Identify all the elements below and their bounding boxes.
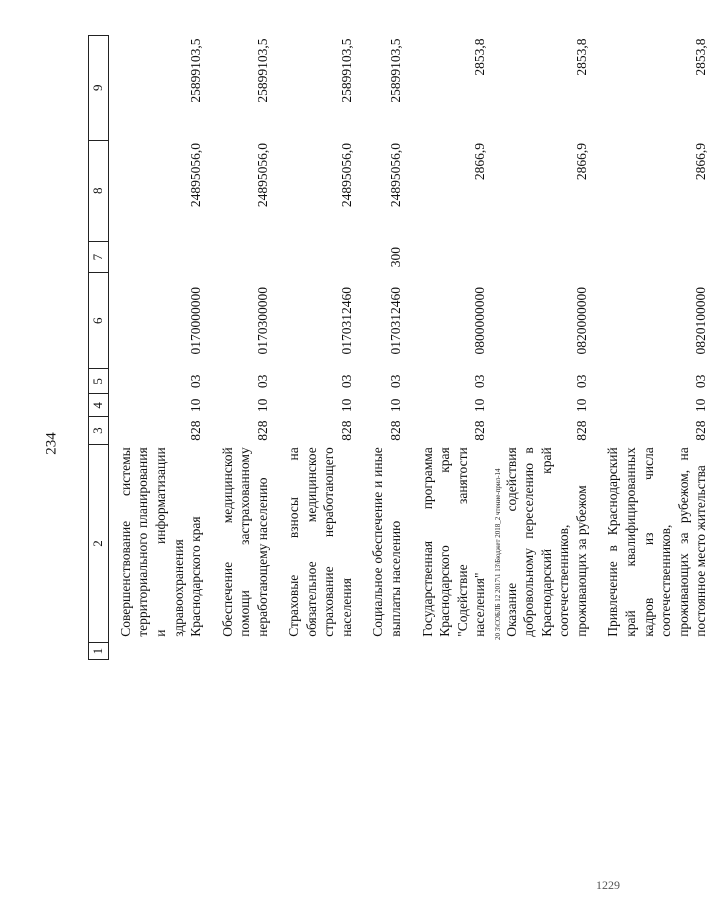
cell-col-2: Страховые взносы на обязательное медицинское страхование неработающего населения — [286, 447, 354, 637]
cell-col-7 — [108, 241, 210, 272]
cell-col-5: 03 — [254, 374, 270, 389]
column-number-row — [89, 36, 109, 660]
table-row — [277, 36, 361, 660]
cell-col-9: 2853,8 — [693, 38, 709, 76]
cell-col-4: 10 — [388, 398, 403, 413]
cell-col-1 — [211, 643, 278, 660]
page-number: 234 — [43, 432, 60, 455]
cell-col-2: Государственная программа Краснодарского края "Содействие занятости населения" — [419, 447, 488, 637]
col-header: 8 — [89, 140, 109, 241]
cell-col-8: 24895056,0 — [388, 143, 403, 208]
cell-col-3: 828 — [388, 420, 403, 441]
cell-col-5: 03 — [573, 374, 589, 389]
cell-col-7 — [495, 241, 597, 272]
cell-col-1 — [361, 643, 410, 660]
cell-col-1 — [108, 643, 210, 660]
cell-col-5: 03 — [693, 374, 709, 389]
table-row — [495, 36, 597, 660]
cell-col-4: 10 — [188, 398, 204, 413]
cell-col-6: 0800000000 — [472, 287, 488, 355]
cell-col-9: 25899103,5 — [388, 38, 403, 103]
table-row — [596, 36, 715, 660]
cell-col-1 — [596, 643, 715, 660]
col-header: 3 — [89, 417, 109, 444]
cell-col-4: 10 — [693, 398, 709, 413]
rotated-table-container — [88, 35, 709, 660]
table-row — [108, 36, 210, 660]
cell-col-9: 25899103,5 — [254, 38, 270, 103]
cell-col-2: Обеспечение медицинской помощи застрахованному неработающему населению — [219, 447, 270, 637]
cell-col-9: 25899103,5 — [188, 38, 204, 103]
cell-col-8: 2866,9 — [472, 143, 488, 181]
cell-col-6: 0820100000 — [693, 287, 709, 355]
col-header: 6 — [89, 273, 109, 369]
cell-col-6: 0170000000 — [188, 287, 204, 355]
col-header: 9 — [89, 36, 109, 141]
cell-col-2: Совершенствование системы территориального планирования и информатизации здравоохранения Краснодарского края — [117, 447, 204, 637]
cell-col-1 — [411, 643, 495, 660]
cell-col-8: 24895056,0 — [188, 143, 204, 208]
cell-col-3: 828 — [472, 420, 488, 441]
col-header: 5 — [89, 369, 109, 394]
cell-col-6: 0170312460 — [338, 287, 354, 355]
col-header: 7 — [89, 241, 109, 272]
col-header: 4 — [89, 394, 109, 417]
cell-col-6: 0170312460 — [388, 287, 403, 355]
cell-col-8: 2866,9 — [693, 143, 709, 181]
corner-number: 1229 — [596, 878, 620, 892]
cell-col-7 — [411, 241, 495, 272]
col-header: 1 — [89, 643, 109, 660]
document-code: 20 3\СОБЛБ 12 2017\1 13\Бюджет 2018_2 чтение-прил-14 — [494, 468, 502, 640]
cell-col-2: Привлечение в Краснодарский край квалифицированных кадров из числа соотечественников, проживающих за рубежом, на постоянное место жительства — [605, 447, 709, 637]
cell-col-7 — [596, 241, 715, 272]
cell-col-7 — [277, 241, 361, 272]
cell-col-3: 828 — [573, 420, 589, 441]
cell-col-2: Социальное обеспечение и иные выплаты населению — [370, 447, 403, 637]
cell-col-8: 24895056,0 — [338, 143, 354, 208]
cell-col-6: 0170300000 — [254, 287, 270, 355]
cell-col-8: 24895056,0 — [254, 143, 270, 208]
cell-col-4: 10 — [472, 398, 488, 413]
cell-col-7 — [211, 241, 278, 272]
cell-col-7: 300 — [388, 246, 403, 268]
cell-col-6: 0820000000 — [573, 287, 589, 355]
cell-col-1 — [495, 643, 597, 660]
cell-col-1 — [277, 643, 361, 660]
table-row — [211, 36, 278, 660]
table-row — [361, 36, 410, 660]
cell-col-3: 828 — [693, 420, 709, 441]
cell-col-4: 10 — [338, 398, 354, 413]
cell-col-5: 03 — [388, 374, 403, 389]
cell-col-5: 03 — [188, 374, 204, 389]
cell-col-4: 10 — [254, 398, 270, 413]
cell-col-9: 2853,8 — [472, 38, 488, 76]
cell-col-3: 828 — [188, 420, 204, 441]
cell-col-8: 2866,9 — [573, 143, 589, 181]
cell-col-2: Оказание содействия добровольному переселению в Краснодарский край соотечественников, проживающих за рубежом — [503, 447, 589, 637]
cell-col-3: 828 — [338, 420, 354, 441]
cell-col-5: 03 — [338, 374, 354, 389]
cell-col-9: 2853,8 — [573, 38, 589, 76]
cell-col-9: 25899103,5 — [338, 38, 354, 103]
cell-col-3: 828 — [254, 420, 270, 441]
budget-table — [88, 35, 716, 660]
table-row — [411, 36, 495, 660]
cell-col-4: 10 — [573, 398, 589, 413]
cell-col-5: 03 — [472, 374, 488, 389]
col-header: 2 — [89, 444, 109, 643]
